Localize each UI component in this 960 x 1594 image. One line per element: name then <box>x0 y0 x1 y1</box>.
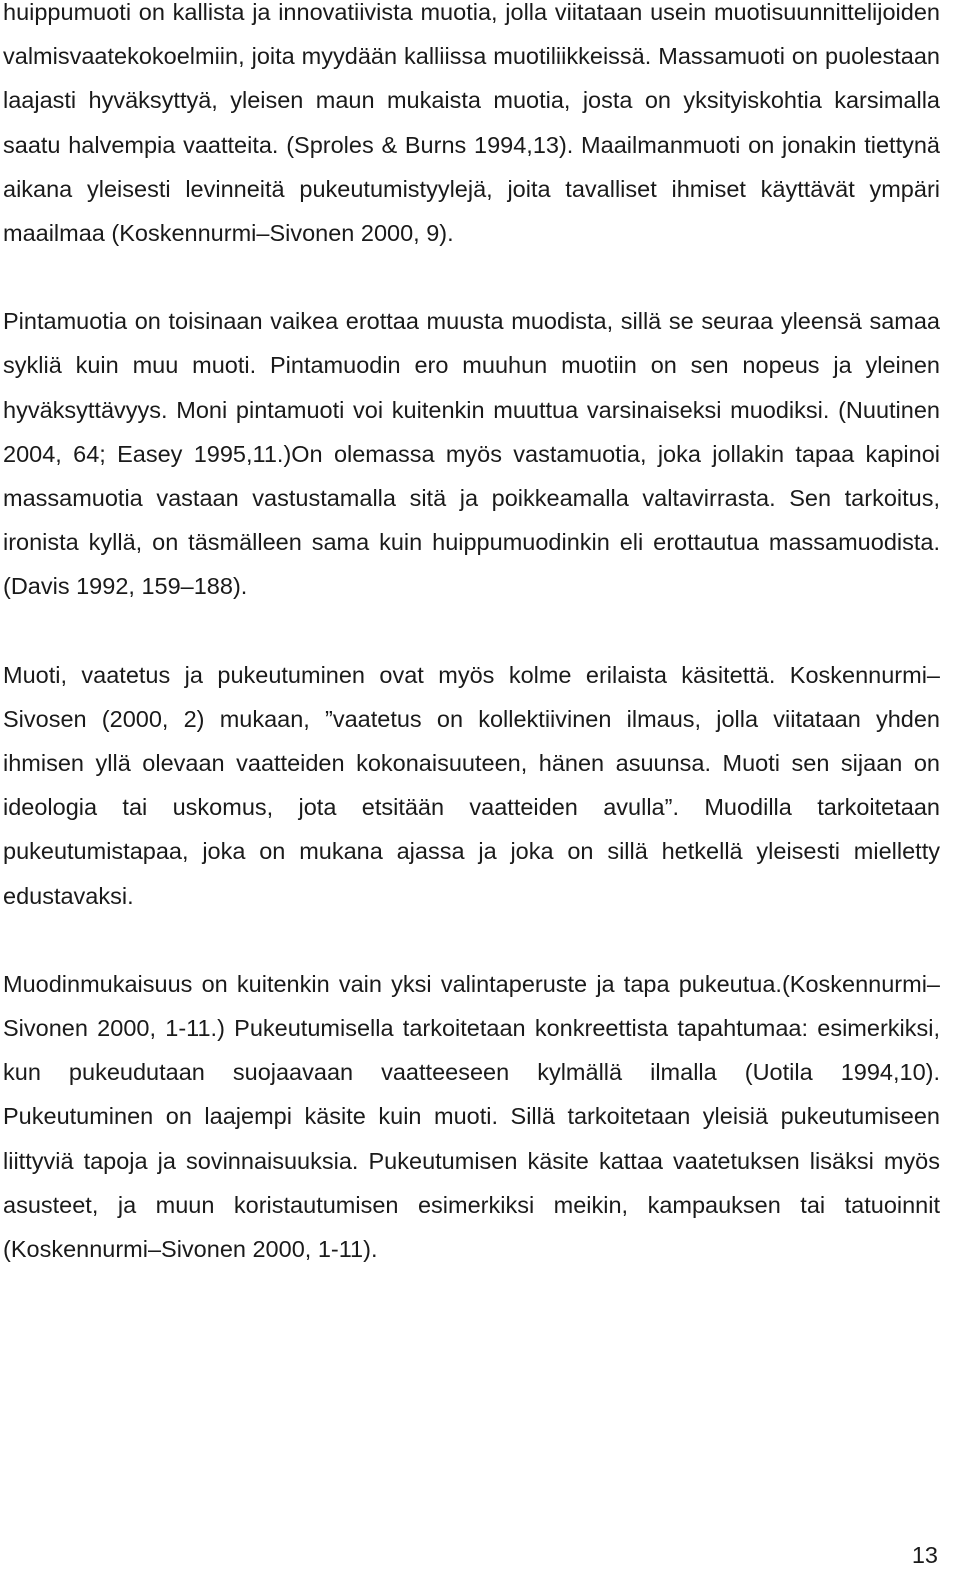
document-page <box>3 0 940 1315</box>
paragraph-3: Muoti, vaatetus ja pukeutuminen ovat myös kolme erilaista käsitettä. Koskennurmi–Sivosen (2000, 2) mukaan, ”vaatetus on kollektiivinen ilmaus, jolla viitataan yhden ihmisen yllä olevaan vaatteiden kokonaisuuteen, hänen asuunsa. Muoti sen sijaan on ideologia tai uskomus, jota etsitään vaatteiden avulla”. Muodilla tarkoitetaan pukeutumistapaa, joka on mukana ajassa ja joka on sillä hetkellä yleisesti mielletty edustavaksi. <box>3 661 940 909</box>
page-number: 13 <box>911 1542 938 1568</box>
paragraph-4: Muodinmukaisuus on kuitenkin vain yksi valintaperuste ja tapa pukeutua.(Koskennurmi–Sivonen 2000, 1-11.) Pukeutumisella tarkoitetaan konkreettista tapahtumaa: esimerkiksi, kun pukeudutaan suojaavaan vaatteeseen kylmällä ilmalla (Uotila 1994,10). Pukeutuminen on laajempi käsite kuin muoti. Sillä tarkoitetaan yleisiä pukeutumiseen liittyviä tapoja ja sovinnaisuuksia. Pukeutumisen käsite kattaa vaatetuksen lisäksi myös asusteet, ja muun koristautumisen esimerkiksi meikin, kampauksen tai tatuoinnit (Koskennurmi–Sivonen 2000, 1-11). <box>3 970 940 1263</box>
paragraph-1: huippumuoti on kallista ja innovatiivista muotia, jolla viitataan usein muotisuunnittelijoiden valmisvaatekokoelmiin, joita myydään kalliissa muotiliikkeissä. Massamuoti on puolestaan laajasti hyväksyttyä, yleisen maun mukaista muotia, josta on yksityiskohtia karsimalla saatu halvempia vaatteita. (Sproles & Burns 1994,13). Maailmanmuoti on jonakin tiettynä aikana yleisesti levinneitä pukeutumistyylejä, joita tavalliset ihmiset käyttävät ympäri maailmaa (Koskennurmi–Sivonen 2000, 9). <box>3 0 940 247</box>
paragraph-2: Pintamuotia on toisinaan vaikea erottaa muusta muodista, sillä se seuraa yleensä samaa sykliä kuin muu muoti. Pintamuodin ero muuhun muotiin on sen nopeus ja yleinen hyväksyttävyys. Moni pintamuoti voi kuitenkin muuttua varsinaiseksi muodiksi. (Nuutinen 2004, 64; Easey 1995,11.)On olemassa myös vastamuotia, joka jollakin tapaa kapinoi massamuotia vastaan vastustamalla sitä ja poikkeamalla valtavirrasta. Sen tarkoitus, ironista kyllä, on täsmälleen sama kuin huippumuodinkin eli erottautua massamuodista. (Davis 1992, 159–188). <box>3 308 940 600</box>
